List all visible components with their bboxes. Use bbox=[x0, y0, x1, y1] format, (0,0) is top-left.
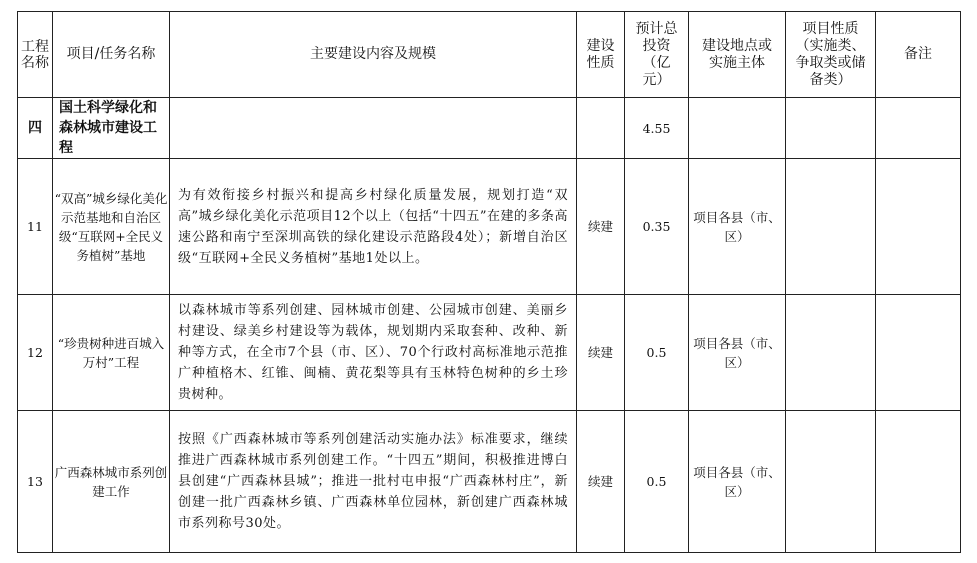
row-content: 为有效衔接乡村振兴和提高乡村绿化质量发展，规划打造“双高”城乡绿化美化示范项目12个以上（包括“十四五”在建的多条高速公路和南宁至深圳高铁的绿化建设示范路段4处）；新增自治区级“互联网+全民义务植树”基地1处以上。 bbox=[170, 159, 577, 295]
header-remarks: 备注 bbox=[876, 12, 961, 98]
header-nature: 建设性质 bbox=[577, 12, 625, 98]
section-project-type bbox=[786, 98, 876, 159]
row-investment: 0.35 bbox=[625, 159, 689, 295]
header-name: 项目/任务名称 bbox=[53, 12, 170, 98]
row-number: 13 bbox=[18, 411, 53, 553]
row-nature: 续建 bbox=[577, 159, 625, 295]
row-content: 按照《广西森林城市等系列创建活动实施办法》标准要求，继续推进广西森林城市系列创建工作。“十四五”期间，积极推进博白县创建“广西森林县城”；推进一批村屯申报“广西森林村庄”，新创建一批广西森林乡镇、广西森林单位园林，新创建广西森林城市系列称号30处。 bbox=[170, 411, 577, 553]
row-nature: 续建 bbox=[577, 295, 625, 411]
row-content: 以森林城市等系列创建、园林城市创建、公园城市创建、美丽乡村建设、绿美乡村建设等为载体，规划期内采取套种、改种、新种等方式，在全市7个县（市、区）、70个行政村高标准地示范推广种植格木、红锥、闽楠、黄花梨等具有玉林特色树种的乡土珍贵树种。 bbox=[170, 295, 577, 411]
row-investment: 0.5 bbox=[625, 295, 689, 411]
row-location: 项目各县（市、区） bbox=[689, 411, 786, 553]
row-number: 11 bbox=[18, 159, 53, 295]
section-nature bbox=[577, 98, 625, 159]
section-location bbox=[689, 98, 786, 159]
row-project-type bbox=[786, 411, 876, 553]
row-location: 项目各县（市、区） bbox=[689, 159, 786, 295]
row-name: 广西森林城市系列创建工作 bbox=[53, 411, 170, 553]
row-name: “双高”城乡绿化美化示范基地和自治区级“互联网+全民义务植树”基地 bbox=[53, 159, 170, 295]
row-location: 项目各县（市、区） bbox=[689, 295, 786, 411]
row-remarks bbox=[876, 159, 961, 295]
header-project-type: 项目性质（实施类、争取类或储备类） bbox=[786, 12, 876, 98]
row-remarks bbox=[876, 411, 961, 553]
project-table bbox=[17, 11, 961, 553]
header-location: 建设地点或实施主体 bbox=[689, 12, 786, 98]
table-row bbox=[18, 411, 961, 553]
row-project-type bbox=[786, 295, 876, 411]
row-name: “珍贵树种进百城入万村”工程 bbox=[53, 295, 170, 411]
section-remarks bbox=[876, 98, 961, 159]
section-number: 四 bbox=[18, 98, 53, 159]
section-content bbox=[170, 98, 577, 159]
table-row bbox=[18, 295, 961, 411]
section-row bbox=[18, 98, 961, 159]
row-number: 12 bbox=[18, 295, 53, 411]
header-content: 主要建设内容及规模 bbox=[170, 12, 577, 98]
section-investment: 4.55 bbox=[625, 98, 689, 159]
row-remarks bbox=[876, 295, 961, 411]
header-category: 工程名称 bbox=[18, 12, 53, 98]
row-investment: 0.5 bbox=[625, 411, 689, 553]
table-row bbox=[18, 159, 961, 295]
header-row bbox=[18, 12, 961, 98]
section-name: 国土科学绿化和森林城市建设工程 bbox=[53, 98, 170, 159]
row-project-type bbox=[786, 159, 876, 295]
header-investment: 预计总投资（亿元） bbox=[625, 12, 689, 98]
row-nature: 续建 bbox=[577, 411, 625, 553]
